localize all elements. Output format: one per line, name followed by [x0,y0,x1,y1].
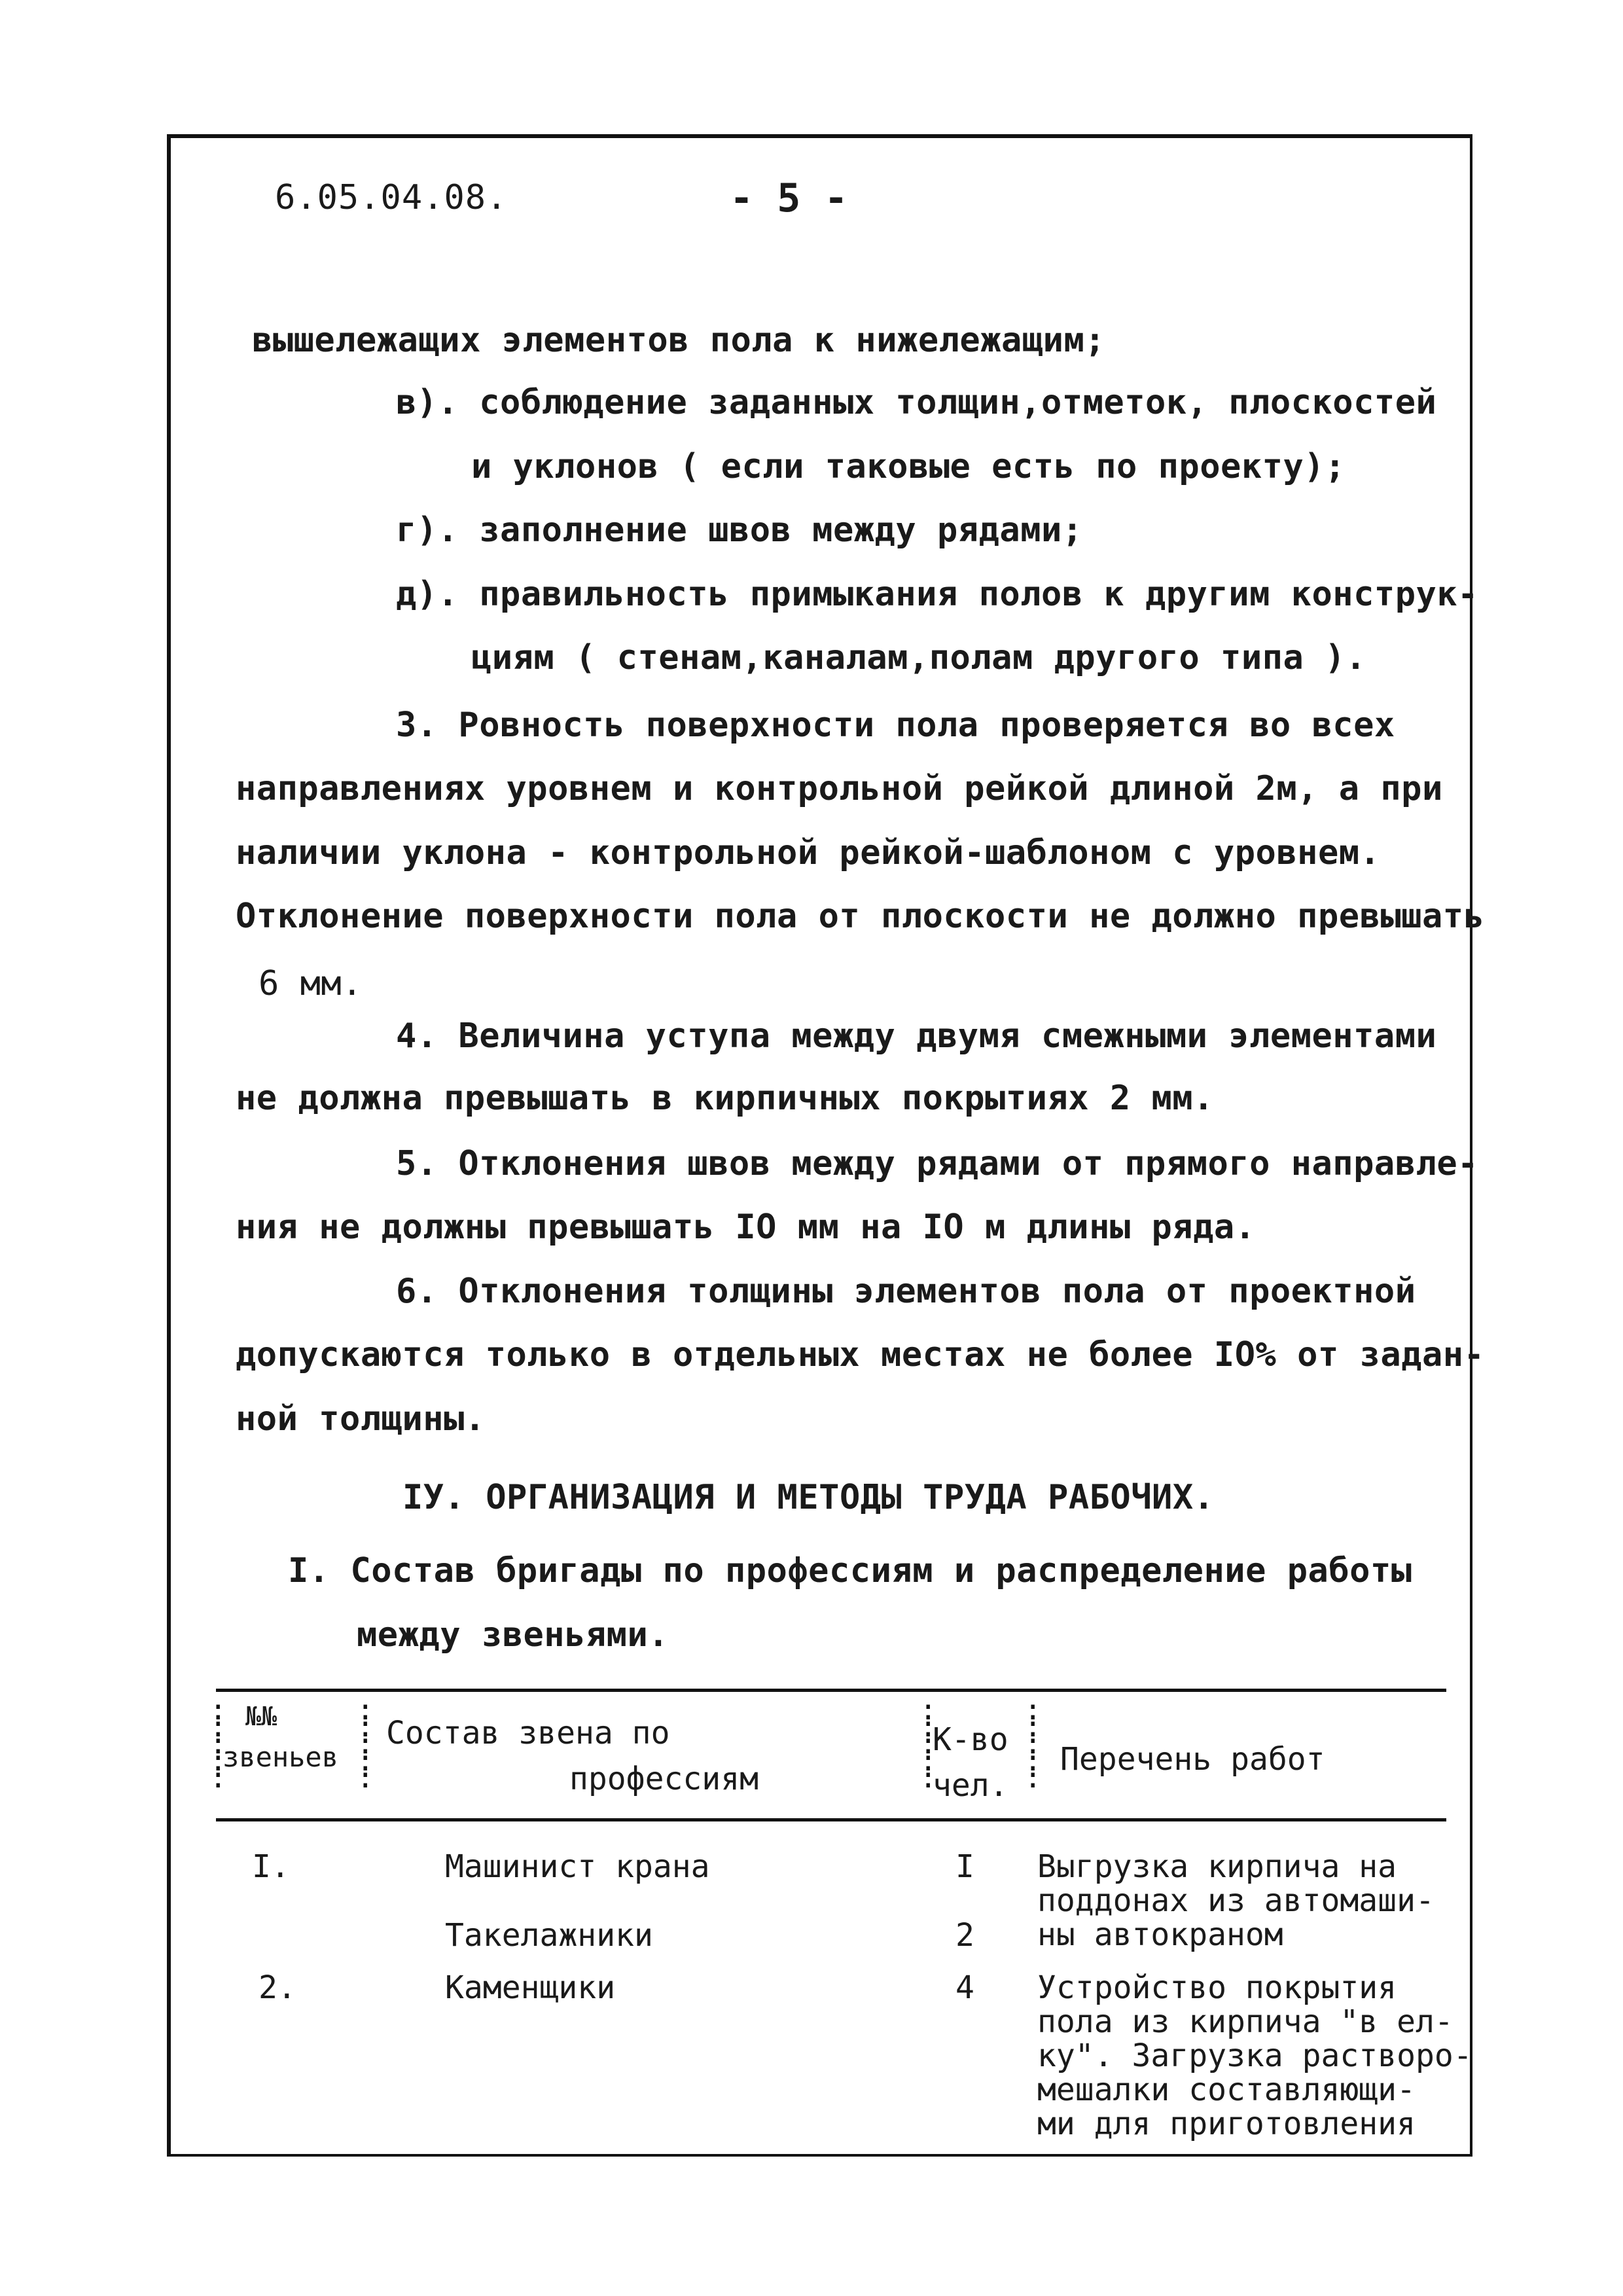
column-separator: : : : : : [357,1693,374,1795]
column-separator: : : : : : [1024,1693,1042,1795]
header-work-list: Перечень работ [1060,1741,1325,1778]
column-separator: : : : : : [919,1693,937,1795]
body-line: и уклонов ( если таковые есть по проекту); [471,447,1346,486]
body-line: в). соблюдение заданных толщин,отметок, плоскостей [396,383,1437,422]
table-cell-number: I. [252,1848,290,1885]
table-cell-work: поддонах из автомаши- [1037,1882,1435,1919]
table-cell-work: Выгрузка кирпича на [1037,1848,1397,1885]
header-number: звеньев [223,1741,339,1773]
body-line: 5. Отклонения швов между рядами от прямого направле- [396,1144,1478,1183]
table-cell-number: 2. [259,1969,296,2006]
table-cell-work: ны автокраном [1037,1916,1283,1953]
body-line: вышележащих элементов пола к нижележащим; [252,321,1106,360]
header-count: К-во [933,1721,1008,1758]
table-cell-count: 4 [955,1969,974,2006]
body-line: наличии уклона - контрольной рейкой-шаблоном с уровнем. [236,833,1381,872]
body-line: Отклонение поверхности пола от плоскости не должно превышать [236,897,1485,936]
document-code: 6.05.04.08. [275,178,508,217]
table-cell-work: Устройство покрытия [1037,1969,1397,2006]
body-line: д). правильность примыкания полов к другим конструк- [396,575,1478,614]
body-line: 6. Отклонения толщины элементов пола от проектной [396,1272,1416,1311]
body-line: не должна превышать в кирпичных покрытиях 2 мм. [236,1079,1214,1118]
section-subtitle: I. Состав бригады по профессиям и распределение работы [288,1551,1412,1590]
body-line: циям ( стенам,каналам,полам другого типа ). [471,638,1366,677]
table-top-rule [216,1689,1446,1692]
table-cell-work: мешалки составляющи- [1037,2072,1416,2108]
section-subtitle: между звеньями. [357,1615,669,1655]
table-cell-count: I [955,1848,974,1885]
body-line: 4. Величина уступа между двумя смежными элементами [396,1016,1437,1056]
table-cell-member: Машинист крана [445,1848,710,1885]
table-cell-member: Такелажники [445,1917,653,1954]
table-cell-work: пола из кирпича "в ел- [1037,2003,1454,2040]
header-composition: Состав звена по [386,1715,670,1751]
table-cell-work: ми для приготовления [1037,2106,1416,2142]
header-count: чел. [933,1767,1008,1804]
page-number: - 5 - [730,175,848,221]
body-line: г). заполнение швов между рядами; [396,511,1083,550]
column-separator: : : : : : [209,1693,227,1795]
body-line: ния не должны превышать IO мм на IO м длины ряда. [236,1208,1256,1247]
table-cell-work: ку". Загрузка растворо- [1037,2037,1472,2074]
body-line: 6 мм. [259,964,363,1003]
header-composition: профессиям [569,1761,758,1797]
body-line: допускаются только в отдельных местах не более IO% от задан- [236,1335,1485,1374]
table-cell-count: 2 [955,1917,974,1954]
section-title: IУ. ОРГАНИЗАЦИЯ И МЕТОДЫ ТРУДА РАБОЧИХ. [402,1478,1215,1517]
table-cell-member: Каменщики [445,1969,616,2006]
table-header-rule [216,1818,1446,1821]
body-line: 3. Ровность поверхности пола проверяется во всех [396,706,1395,745]
header-number: №№ [245,1702,277,1732]
body-line: направлениях уровнем и контрольной рейкой длиной 2м, а при [236,769,1443,808]
body-line: ной толщины. [236,1399,486,1439]
